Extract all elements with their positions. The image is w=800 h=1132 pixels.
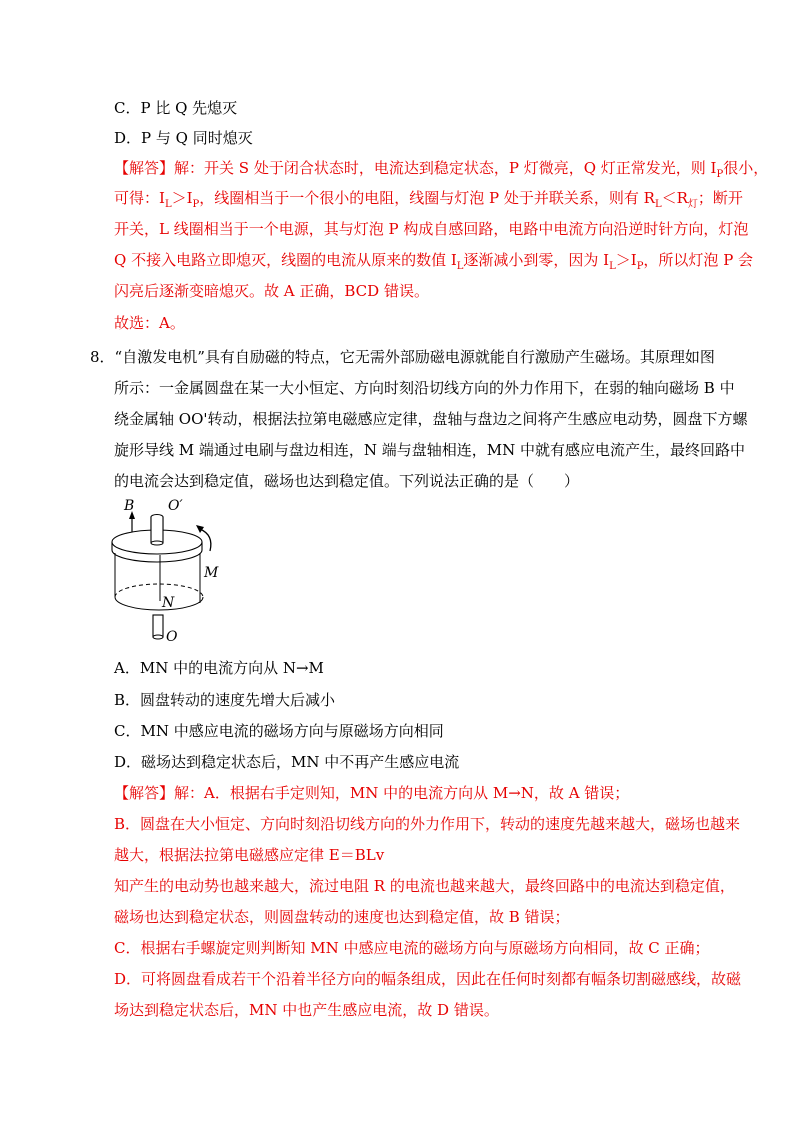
answer-prev-line-4 bbox=[114, 250, 753, 270]
answer-prev-line-3: 开关，L 线圈相当于一个电源，其与灯泡 P 构成自感回路，电路中电流方向沿逆时针方向，灯泡 bbox=[114, 220, 749, 238]
option-d-prev: D．P 与 Q 同时熄灭 bbox=[114, 129, 253, 147]
answer-prev-line-1 bbox=[114, 158, 768, 178]
answer-tag: 【解答】 bbox=[114, 784, 175, 802]
subscript: P bbox=[192, 199, 200, 210]
subscript: 灯 bbox=[687, 199, 698, 210]
answer-line-3: 越大，根据法拉第电磁感应定律 E＝BLv bbox=[114, 846, 385, 864]
answer-text: ；断开 bbox=[697, 189, 743, 207]
question-8-line-3: 绕金属轴 OO'转动，根据法拉第电磁感应定律，盘轴与盘边之间将产生感应电动势，圆盘下方螺 bbox=[114, 410, 748, 428]
bottom-shaft-cap bbox=[153, 635, 163, 639]
subscript: L bbox=[456, 261, 464, 272]
question-8-line-2: 所示：一金属圆盘在某一大小恒定、方向时刻沿切线方向的外力作用下，在弱的轴向磁场 B 中 bbox=[114, 379, 735, 397]
answer-text: 逐渐减小到零，因为 I bbox=[463, 251, 610, 269]
coil-back-dashed bbox=[115, 584, 203, 597]
subscript: L bbox=[164, 199, 172, 210]
option-b: B．圆盘转动的速度先增大后减小 bbox=[114, 691, 336, 709]
answer-text: ，所以灯泡 P 会 bbox=[643, 251, 754, 269]
answer-text: 解：A．根据右手定则知，MN 中的电流方向从 M→N，故 A 错误； bbox=[174, 784, 630, 802]
answer-line-5: 磁场也达到稳定状态，则圆盘转动的速度也达到稳定值，故 B 错误； bbox=[114, 908, 570, 926]
label-n: N bbox=[162, 595, 175, 611]
shaft-cover bbox=[151, 517, 163, 543]
answer-text: ，线圈相当于一个很小的电阻，线圈与灯泡 P 处于并联关系，则有 R bbox=[199, 189, 655, 207]
rotation-arrowhead bbox=[196, 525, 204, 533]
answer-line-4: 知产生的电动势也越来越大，流过电阻 R 的电流也越来越大，最终回路中的电流达到稳定值， bbox=[114, 877, 735, 895]
option-c: C．MN 中感应电流的磁场方向与原磁场方向相同 bbox=[114, 722, 444, 740]
answer-text: 解：开关 S 处于闭合状态时，电流达到稳定状态，P 灯微亮，Q 灯正常发光，则 I bbox=[174, 159, 717, 177]
answer-prev-line-2 bbox=[114, 188, 743, 208]
answer-prev-choose: 故选：A。 bbox=[114, 314, 185, 332]
answer-text: 可得：I bbox=[114, 189, 165, 207]
label-m: M bbox=[204, 565, 219, 581]
bottom-shaft bbox=[153, 615, 163, 637]
answer-line-7: D．可将圆盘看成若干个沿着半径方向的幅条组成，因此在任何时刻都有幅条切割磁感线，故磁 bbox=[114, 970, 742, 988]
option-c-prev: C．P 比 Q 先熄灭 bbox=[114, 99, 238, 117]
answer-text: 很小， bbox=[723, 159, 769, 177]
subscript: L bbox=[609, 261, 616, 272]
option-d: D．磁场达到稳定状态后，MN 中不再产生感应电流 bbox=[114, 753, 460, 771]
label-o-prime: O′ bbox=[168, 498, 183, 514]
answer-prev-line-5: 闪亮后逐渐变暗熄灭。故 A 正确，BCD 错误。 bbox=[114, 282, 429, 300]
coil-front bbox=[115, 597, 203, 610]
option-a: A．MN 中的电流方向从 N→M bbox=[114, 659, 324, 677]
answer-line-8: 场达到稳定状态后，MN 中也产生感应电流，故 D 错误。 bbox=[114, 1001, 499, 1019]
answer-line-2: B．圆盘在大小恒定、方向时刻沿切线方向的外力作用下，转动的速度先越来越大，磁场也越来 bbox=[114, 815, 741, 833]
question-8-line-4: 旋形导线 M 端通过电刷与盘边相连，N 端与盘轴相连，MN 中就有感应电流产生，最终回路中 bbox=[114, 441, 746, 459]
answer-text: ＜R bbox=[661, 189, 688, 207]
answer-tag: 【解答】 bbox=[114, 159, 175, 177]
subscript: P bbox=[636, 261, 644, 272]
subscript: P bbox=[716, 169, 724, 180]
label-b: B bbox=[124, 498, 135, 514]
question-8-line-1: 8．“自激发电机”具有自励磁的特点，它无需外部励磁电源就能自行激励产生磁场。其原理如图 bbox=[90, 348, 715, 366]
answer-text: Q 不接入电路立即熄灭，线圈的电流从原来的数值 I bbox=[114, 251, 457, 269]
answer-text: ＞I bbox=[615, 251, 637, 269]
question-8-line-5: 的电流会达到稳定值，磁场也达到稳定值。下列说法正确的是（ ） bbox=[114, 472, 580, 490]
dynamo-figure bbox=[100, 495, 240, 645]
label-o: O bbox=[166, 629, 178, 645]
answer-line-6: C．根据右手螺旋定则判断知 MN 中感应电流的磁场方向与原磁场方向相同，故 C 正确； bbox=[114, 939, 710, 957]
answer-text: ＞I bbox=[171, 189, 193, 207]
answer-line-1 bbox=[114, 783, 629, 803]
subscript: L bbox=[654, 199, 662, 210]
